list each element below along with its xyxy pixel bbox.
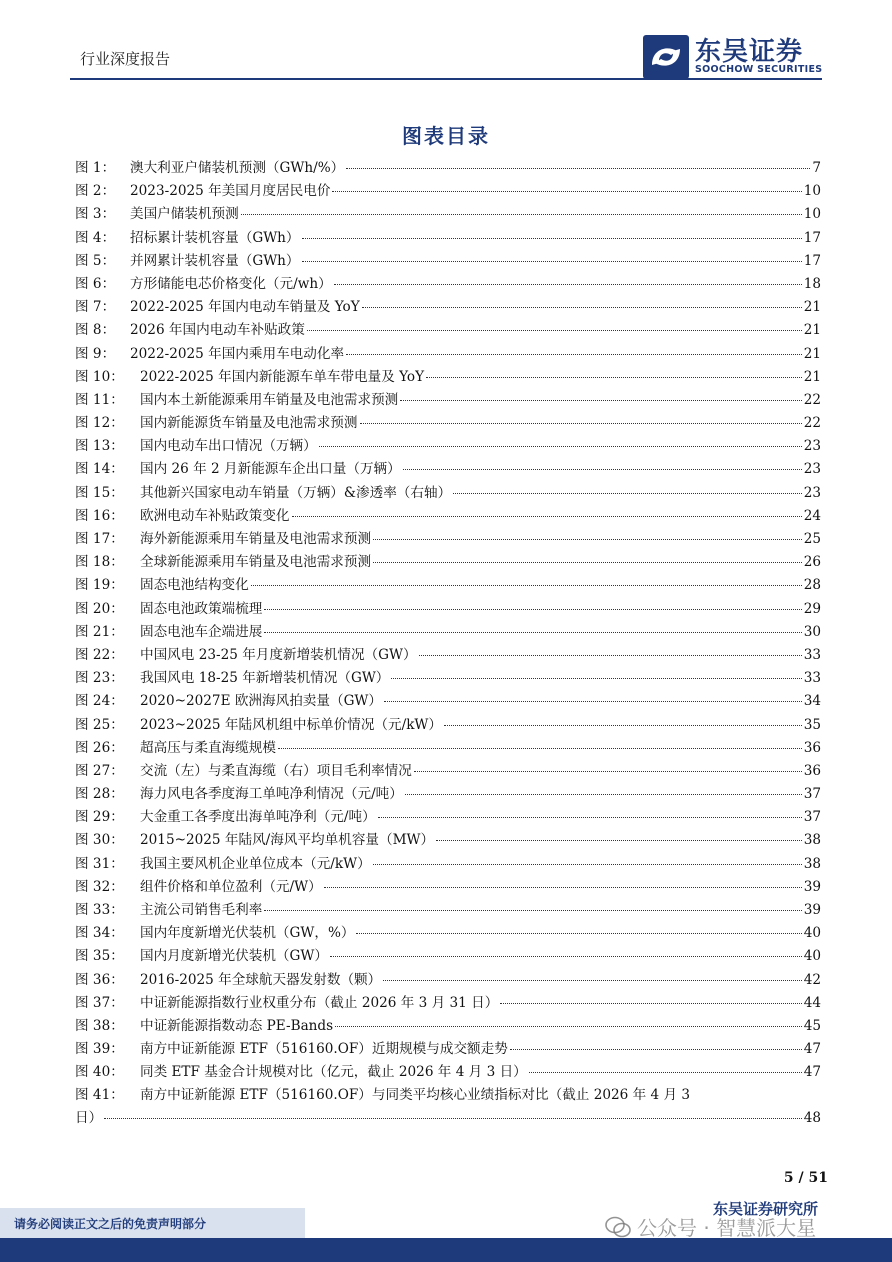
toc-leader-dots — [405, 794, 802, 795]
toc-leader-dots — [414, 771, 802, 772]
toc-entry-label: 图 35： — [75, 948, 124, 965]
toc-entry-label: 图 1： — [75, 160, 116, 176]
toc-entry-page: 48 — [803, 1109, 821, 1126]
toc-entry[interactable] — [75, 1084, 821, 1130]
toc-entry[interactable] — [75, 666, 821, 689]
toc-entry-label: 图 5： — [75, 252, 116, 269]
toc-entry-page: 47 — [803, 1041, 821, 1058]
report-type-label: 行业深度报告 — [80, 50, 171, 68]
toc-entry-page: 38 — [803, 855, 821, 872]
toc-entry-page: 44 — [803, 994, 821, 1011]
toc-entry-label: 图 36： — [75, 971, 124, 988]
page-title: 图表目录 — [402, 124, 490, 148]
toc-leader-dots — [346, 168, 810, 169]
toc-entry-title: 固态电池政策端梳理 — [140, 600, 263, 617]
toc-leader-dots — [264, 910, 801, 911]
toc-entry-page: 23 — [803, 484, 821, 501]
toc-leader-dots — [426, 377, 802, 378]
toc-entry[interactable] — [75, 689, 821, 712]
institute-name: 东吴证券研究所 — [712, 1200, 818, 1218]
toc-entry-label: 图 37： — [75, 994, 124, 1011]
toc-entry-title: 国内电动车出口情况（万辆） — [140, 438, 317, 455]
toc-leader-dots — [334, 284, 802, 285]
toc-entry-page: 33 — [803, 670, 821, 687]
toc-entry[interactable] — [75, 457, 821, 480]
toc-entry[interactable] — [75, 1037, 821, 1060]
toc-entry-page: 28 — [803, 577, 821, 594]
toc-entry-label: 图 18： — [75, 554, 124, 571]
toc-leader-dots — [436, 840, 802, 841]
toc-leader-dots — [335, 1026, 802, 1027]
footer-bar — [0, 1238, 892, 1262]
toc-entry-label: 图 33： — [75, 902, 124, 918]
toc-entry-label: 图 31： — [75, 855, 124, 872]
toc-entry-page: 39 — [803, 902, 821, 918]
toc-entry-label: 图 4： — [75, 229, 116, 246]
brand-name-cn: 东吴证券 — [695, 37, 804, 67]
toc-entry-page: 21 — [803, 345, 821, 362]
toc-entry-label: 图 15： — [75, 484, 124, 501]
toc-entry[interactable] — [75, 272, 821, 295]
toc-leader-dots — [362, 307, 802, 308]
toc-entry-title: 国内 26 年 2 月新能源车企出口量（万辆） — [140, 461, 401, 478]
toc-entry-label: 图 22： — [75, 646, 124, 663]
toc-leader-dots — [378, 817, 802, 818]
toc-entry-page: 21 — [803, 368, 821, 385]
toc-leader-dots — [324, 887, 802, 888]
toc-entry-page: 18 — [803, 275, 821, 292]
toc-entry-page: 33 — [803, 646, 821, 663]
toc-entry-label: 图 2： — [75, 183, 116, 200]
toc-entry[interactable] — [75, 342, 821, 365]
toc-entry[interactable] — [75, 643, 821, 666]
toc-entry-title: 组件价格和单位盈利（元/W） — [140, 878, 322, 895]
toc-entry-page: 35 — [803, 716, 821, 733]
toc-leader-dots — [278, 748, 802, 749]
toc-entry-title: 2022-2025 年国内电动车销量及 YoY — [130, 299, 360, 316]
toc-leader-dots — [453, 493, 802, 494]
toc-entry-label: 图 39： — [75, 1041, 124, 1058]
toc-entry-title: 2023~2025 年陆风机组中标单价情况（元/kW） — [140, 716, 443, 733]
toc-entry[interactable] — [75, 434, 821, 457]
toc-entry[interactable] — [75, 1014, 821, 1037]
toc-leader-dots — [330, 956, 802, 957]
toc-leader-dots — [332, 191, 801, 192]
toc-entry-title: 同类 ETF 基金合计规模对比（亿元，截止 2026 年 4 月 3 日） — [140, 1064, 527, 1081]
toc-leader-dots — [302, 261, 802, 262]
toc-entry-title: 2022-2025 年国内新能源车单车带电量及 YoY — [140, 368, 425, 385]
toc-entry-label: 图 23： — [75, 670, 124, 687]
toc-entry[interactable] — [75, 226, 821, 249]
toc-entry-title: 2016-2025 年全球航天器发射数（颗） — [140, 971, 382, 988]
toc-entry-title: 全球新能源乘用车销量及电池需求预测 — [140, 554, 372, 571]
toc-entry-page: 45 — [803, 1017, 821, 1034]
toc-entry-label: 图 25： — [75, 716, 124, 733]
toc-leader-dots — [264, 609, 801, 610]
watermark — [605, 1212, 816, 1241]
toc-leader-dots — [241, 214, 802, 215]
toc-entry-page: 17 — [803, 229, 821, 246]
toc-entry-title: 2026 年国内电动车补贴政策 — [130, 322, 305, 339]
toc-leader-dots — [529, 1072, 802, 1073]
toc-entry[interactable] — [75, 504, 821, 527]
toc-entry-title: 固态电池车企端进展 — [140, 623, 263, 640]
toc-leader-dots — [302, 238, 802, 239]
toc-entry-title: 海力风电各季度海工单吨净利情况（元/吨） — [140, 786, 403, 803]
toc-leader-dots — [373, 864, 802, 865]
toc-entry-label: 图 32： — [75, 878, 124, 895]
toc-entry-label: 图 27： — [75, 762, 124, 779]
toc-entry-label: 图 13： — [75, 438, 124, 455]
toc-entry[interactable] — [75, 828, 821, 851]
toc-entry[interactable] — [75, 736, 821, 759]
toc-entry-title: 中国风电 23-25 年月度新增装机情况（GW） — [140, 646, 417, 663]
toc-entry-page: 21 — [803, 322, 821, 339]
toc-leader-dots — [319, 446, 802, 447]
toc-entry[interactable] — [75, 875, 821, 898]
toc-entry-title: 国内本土新能源乘用车销量及电池需求预测 — [140, 391, 399, 408]
toc-entry-label: 图 34： — [75, 925, 124, 942]
toc-entry[interactable] — [75, 968, 821, 991]
toc-entry-page: 47 — [803, 1064, 821, 1081]
toc-entry-label: 图 16： — [75, 507, 124, 524]
toc-entry-page: 39 — [803, 878, 821, 895]
toc-entry-page: 42 — [803, 971, 821, 988]
toc-entry-title: 超高压与柔直海缆规模 — [140, 739, 276, 756]
toc-entry-label: 图 7： — [75, 299, 116, 316]
toc-entry-title: 主流公司销售毛利率 — [140, 902, 263, 918]
toc-leader-dots — [292, 516, 802, 517]
toc-leader-dots — [384, 701, 802, 702]
toc-entry-page: 34 — [803, 693, 821, 710]
toc-entry-page: 25 — [803, 531, 821, 547]
toc-entry-page: 38 — [803, 832, 821, 849]
toc-entry-title: 2020~2027E 欧洲海风拍卖量（GW） — [140, 693, 382, 710]
toc-entry-page: 23 — [803, 438, 821, 455]
toc-entry-title: 我国风电 18-25 年新增装机情况（GW） — [140, 670, 390, 687]
toc-entry-label: 图 9： — [75, 345, 116, 362]
toc-entry-label: 图 11： — [75, 391, 124, 408]
toc-entry[interactable] — [75, 713, 821, 736]
brand-logo — [643, 33, 843, 81]
toc-leader-dots — [400, 400, 801, 401]
toc-entry-title: 2022-2025 年国内乘用车电动化率 — [130, 345, 345, 362]
header-divider — [70, 78, 822, 80]
toc-entry[interactable] — [75, 898, 821, 921]
toc-entry-label: 图 30： — [75, 832, 124, 849]
toc-leader-dots — [403, 469, 802, 470]
toc-entry-title: 交流（左）与柔直海缆（右）项目毛利率情况 — [140, 762, 412, 779]
toc-entry-page: 10 — [803, 206, 821, 223]
toc-entry-title: 招标累计装机容量（GWh） — [130, 229, 300, 246]
toc-entry-title: 海外新能源乘用车销量及电池需求预测 — [140, 531, 372, 547]
toc-entry-page: 30 — [803, 623, 821, 640]
toc-entry-page: 36 — [803, 739, 821, 756]
toc-leader-dots — [500, 1003, 801, 1004]
toc-leader-dots — [391, 678, 801, 679]
toc-leader-dots — [104, 1118, 802, 1119]
toc-entry[interactable] — [75, 620, 821, 643]
toc-entry-label: 图 40： — [75, 1064, 124, 1081]
toc-entry-label: 图 3： — [75, 206, 116, 223]
toc-entry-page: 40 — [803, 948, 821, 965]
toc-entry-title: 国内新能源货车销量及电池需求预测 — [140, 415, 358, 432]
toc-entry-page: 26 — [803, 554, 821, 571]
toc-entry[interactable] — [75, 550, 821, 573]
toc-leader-dots — [510, 1049, 802, 1050]
toc-entry[interactable] — [75, 156, 821, 179]
toc-entry-title: 2023-2025 年美国月度居民电价 — [130, 183, 331, 200]
toc-entry-label: 图 12： — [75, 415, 124, 432]
toc-entry-page: 17 — [803, 252, 821, 269]
toc-entry-title: 欧洲电动车补贴政策变化 — [140, 507, 290, 524]
toc-entry-label: 图 21： — [75, 623, 124, 640]
toc-entry-page: 37 — [803, 786, 821, 803]
toc-entry-page: 24 — [803, 507, 821, 524]
toc-entry-label: 图 6： — [75, 275, 116, 292]
toc-leader-dots — [251, 585, 802, 586]
soochow-logo-icon — [643, 35, 689, 79]
toc-entry-page: 40 — [803, 925, 821, 942]
toc-entry-label: 图 29： — [75, 809, 124, 826]
toc-entry-title: 国内月度新增光伏装机（GW） — [140, 948, 328, 965]
toc-entry[interactable] — [75, 202, 821, 225]
toc-entry-label: 图 20： — [75, 600, 124, 617]
toc-entry[interactable] — [75, 1060, 821, 1083]
toc-entry-title: 南方中证新能源 ETF（516160.OF）近期规模与成交额走势 — [140, 1041, 508, 1058]
page-number: 5 / 51 — [783, 1170, 828, 1186]
toc-entry-label: 图 17： — [75, 531, 124, 547]
toc-entry[interactable] — [75, 295, 821, 318]
toc-leader-dots — [419, 655, 802, 656]
toc-entry-page: 7 — [812, 160, 821, 176]
toc-entry-title: 国内年度新增光伏装机（GW，%） — [140, 925, 355, 942]
toc-entry-label: 图 28： — [75, 786, 124, 803]
toc-entry-title: 固态电池结构变化 — [140, 577, 249, 594]
toc-entry[interactable] — [75, 805, 821, 828]
toc-entry-title: 其他新兴国家电动车销量（万辆）&渗透率（右轴） — [140, 484, 452, 501]
toc-entry-title: 美国户储装机预测 — [130, 206, 239, 223]
toc-leader-dots — [264, 632, 801, 633]
brand-name-en: SOOCHOW SECURITIES — [695, 64, 823, 75]
toc-entry[interactable] — [75, 411, 821, 434]
toc-entry-label: 图 10： — [75, 368, 124, 385]
toc-entry[interactable] — [75, 782, 821, 805]
toc-leader-dots — [373, 562, 802, 563]
toc-entry[interactable] — [75, 179, 821, 202]
toc-entry-label: 图 24： — [75, 693, 124, 710]
toc-entry-page: 36 — [803, 762, 821, 779]
toc-entry[interactable] — [75, 991, 821, 1014]
toc-entry-label: 图 19： — [75, 577, 124, 594]
toc-leader-dots — [373, 539, 802, 540]
toc-entry-label: 图 41： — [75, 1086, 124, 1103]
toc-entry[interactable] — [75, 527, 821, 550]
toc-entry-title: 方形储能电芯价格变化（元/wh） — [130, 275, 332, 292]
toc-entry-title: 南方中证新能源 ETF（516160.OF）与同类平均核心业绩指标对比（截止 2026 年 4 月 3 — [140, 1086, 691, 1103]
toc-entry-title: 中证新能源指数动态 PE-Bands — [140, 1017, 334, 1034]
toc-leader-dots — [360, 423, 802, 424]
toc-entry-title: 中证新能源指数行业权重分布（截止 2026 年 3 月 31 日） — [140, 994, 499, 1011]
toc-entry-page: 22 — [803, 415, 821, 432]
table-of-figures — [75, 156, 821, 1130]
toc-entry[interactable] — [75, 852, 821, 875]
toc-entry[interactable] — [75, 481, 821, 504]
toc-entry-title-continued: 日） — [75, 1109, 103, 1126]
toc-entry-page: 10 — [803, 183, 821, 200]
toc-entry[interactable] — [75, 759, 821, 782]
toc-leader-dots — [356, 933, 801, 934]
toc-entry[interactable] — [75, 365, 821, 388]
toc-entry[interactable] — [75, 921, 821, 944]
watermark-text: 公众号 · 智慧派大星 — [637, 1216, 817, 1240]
toc-entry-label: 图 26： — [75, 739, 124, 756]
toc-entry[interactable] — [75, 388, 821, 411]
toc-entry[interactable] — [75, 944, 821, 967]
disclaimer-text: 请务必阅读正文之后的免责声明部分 — [14, 1216, 207, 1231]
toc-entry[interactable] — [75, 597, 821, 620]
toc-entry[interactable] — [75, 249, 821, 272]
toc-entry-page: 29 — [803, 600, 821, 617]
toc-entry-label: 图 8： — [75, 322, 116, 339]
toc-entry-title: 大金重工各季度出海单吨净利（元/吨） — [140, 809, 376, 826]
toc-entry-page: 22 — [803, 391, 821, 408]
toc-entry-label: 图 14： — [75, 461, 124, 478]
disclaimer-banner — [0, 1208, 305, 1238]
toc-leader-dots — [383, 980, 801, 981]
toc-leader-dots — [307, 330, 802, 331]
toc-entry-title: 2015~2025 年陆风/海风平均单机容量（MW） — [140, 832, 435, 849]
toc-entry[interactable] — [75, 318, 821, 341]
toc-entry-label: 图 38： — [75, 1017, 124, 1034]
toc-entry-title: 我国主要风机企业单位成本（元/kW） — [140, 855, 371, 872]
toc-entry[interactable] — [75, 573, 821, 596]
toc-entry-page: 37 — [803, 809, 821, 826]
toc-entry-page: 21 — [803, 299, 821, 316]
toc-leader-dots — [444, 725, 802, 726]
wechat-icon — [605, 1216, 631, 1238]
toc-entry-title: 并网累计装机容量（GWh） — [130, 252, 300, 269]
toc-entry-page: 23 — [803, 461, 821, 478]
toc-leader-dots — [346, 354, 802, 355]
toc-entry-title: 澳大利亚户储装机预测（GWh/%） — [130, 160, 345, 176]
